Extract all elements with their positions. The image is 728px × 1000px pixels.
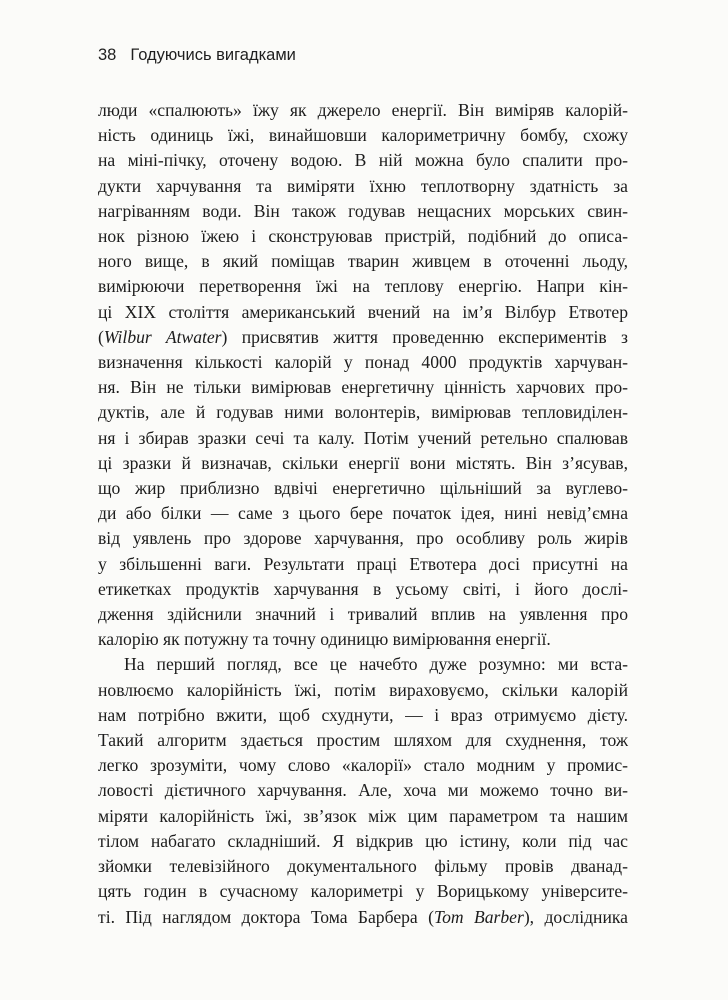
- page-number: 38: [98, 46, 117, 64]
- text-line: дуктів, але й годував ними волонтерів, вимірював тепловиділен-: [98, 402, 628, 423]
- running-head: [98, 46, 296, 65]
- text-line: вимірюючи перетворення їжі на теплову енергію. Напри кін-: [98, 276, 628, 297]
- paragraph-1: [98, 98, 628, 652]
- text-line: етикетках продуктів харчування в усьому світі, і його дослі-: [98, 578, 628, 599]
- text-line: нок різною їжею і сконструював пристрій, подібний до описа-: [98, 226, 628, 247]
- text-line: (Wilbur Atwater) присвятив життя проведенню експериментів з: [98, 326, 628, 347]
- running-title: Годуючись вигадками: [130, 46, 296, 64]
- italic-name: Tom Barber: [433, 906, 524, 927]
- text-line: новлюємо калорійність їжі, потім вираховуємо, скільки калорій: [98, 679, 628, 700]
- text-line: ність одиниць їжі, винайшовши калориметричну бомбу, схожу: [98, 125, 628, 146]
- text-line: Такий алгоритм здається простим шляхом для схуднення, тож: [98, 730, 628, 751]
- text-line: міряти калорійність їжі, зв’язок між цим параметром та нашим: [98, 805, 628, 826]
- text-line: калорію як потужну та точну одиницю вимірювання енергії.: [98, 629, 551, 650]
- text-line: цять годин в сучасному калориметрі у Ворицькому університе-: [98, 881, 628, 902]
- text-line: що жир приблизно вдвічі енергетично щільніший за вуглево-: [98, 478, 628, 499]
- body-text: [98, 98, 628, 930]
- text-line: легко зрозуміти, чому слово «калорії» стало модним у промис-: [98, 755, 628, 776]
- text-line: люди «спалюють» їжу як джерело енергії. Він виміряв калорій-: [98, 100, 628, 120]
- text-line: ня і збирав зразки сечі та калу. Потім учений ретельно спалював: [98, 427, 628, 448]
- text-line: ті. Під наглядом доктора Тома Барбера (Tom Barber), дослідника: [98, 906, 628, 927]
- text-line: тілом набагато складніший. Я відкрив цю істину, коли під час: [98, 830, 628, 851]
- paragraph-2: [98, 652, 628, 929]
- text-line: ди або білки — саме з цього бере початок ідея, нині невід’ємна: [98, 503, 628, 524]
- text-line: ного вище, в який поміщав тварин живцем в оточенні льоду,: [98, 251, 628, 272]
- text-line: нам потрібно вжити, щоб схуднути, — і враз отримуємо дієту.: [98, 704, 628, 725]
- text-line: ці зразки й визначав, скільки енергії вони містять. Він з’ясував,: [98, 452, 628, 473]
- text-line: нагріванням води. Він також годував нещасних морських свин-: [98, 200, 628, 221]
- text-line: на міні-пічку, оточену водою. В ній можна було спалити про-: [98, 150, 628, 171]
- text-line: у збільшенні ваги. Результати праці Етвотера досі присутні на: [98, 553, 628, 574]
- text-line: дження здійснили значний і тривалий вплив на уявлення про: [98, 604, 628, 625]
- text-line: На перший погляд, все це начебто дуже розумно: ми вста-: [124, 654, 628, 675]
- text-line: ці XIX століття американський вчений на ім’я Вілбур Етвотер: [98, 301, 628, 322]
- text-line: дукти харчування та виміряти їхню теплотворну здатність за: [98, 175, 628, 196]
- text-line: зйомки телевізійного документального фільму провів дванад-: [98, 856, 628, 877]
- text-line: ловості дієтичного харчування. Але, хоча ми можемо точно ви-: [98, 780, 628, 801]
- text-line: ня. Він не тільки вимірював енергетичну цінність харчових про-: [98, 377, 628, 398]
- italic-name: Wilbur Atwater: [103, 326, 222, 347]
- text-line: від уявлень про здорове харчування, про особливу роль жирів: [98, 528, 628, 549]
- text-line: визначення кількості калорій у понад 4000 продуктів харчуван-: [98, 352, 628, 373]
